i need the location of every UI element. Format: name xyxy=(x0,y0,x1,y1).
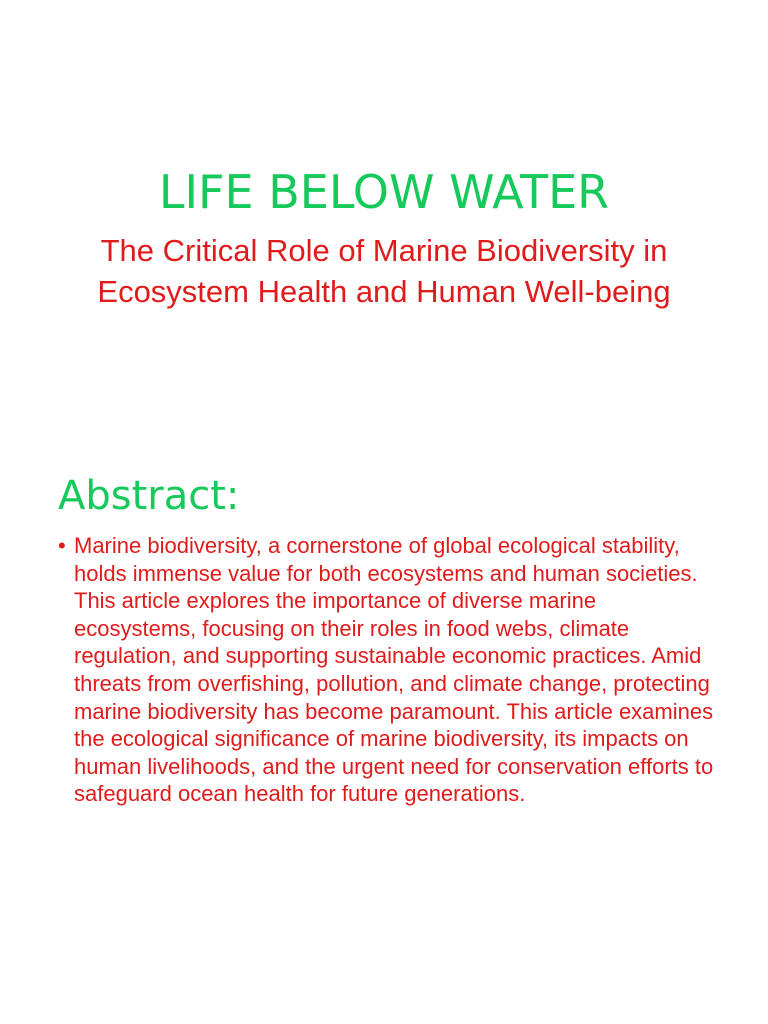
abstract-text: Marine biodiversity, a cornerstone of global ecological stability, holds immense value for both ecosystems and human societies. This article explores the importance of diverse marine ecosystems, focusing on their roles in food webs, climate regulation, and supporting sustainable economic practices. Amid threats from overfishing, pollution, and climate change, protecting marine biodiversity has become paramount. This article examines the ecological significance of marine biodiversity, its impacts on human livelihoods, and the urgent need for conservation efforts to safeguard ocean health for future generations. xyxy=(74,533,714,807)
abstract-bullet-item xyxy=(58,532,718,808)
page-title: LIFE BELOW WATER xyxy=(158,165,610,219)
abstract-bullet-list xyxy=(58,532,718,808)
page-subtitle: The Critical Role of Marine Biodiversity in Ecosystem Health and Human Well-being xyxy=(97,233,671,309)
bullet-dot-icon: • xyxy=(58,533,66,558)
abstract-heading: Abstract: xyxy=(58,473,240,519)
